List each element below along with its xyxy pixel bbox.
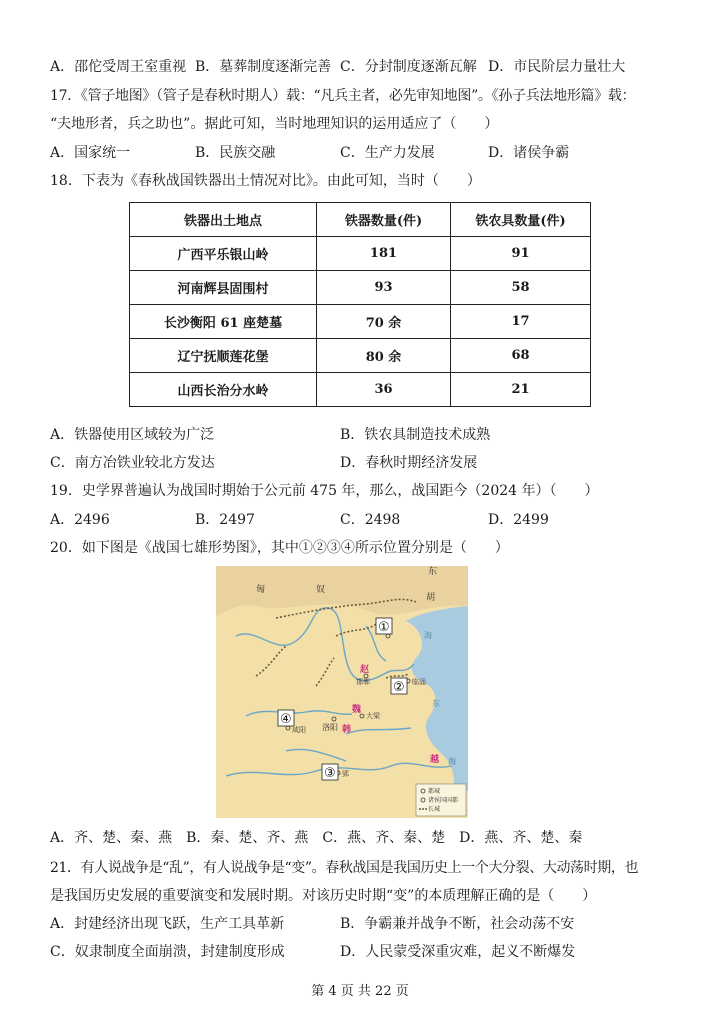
- table-cell: 93: [317, 271, 451, 305]
- q18-options-row2: [50, 453, 670, 473]
- iron-finds-table: [129, 202, 591, 407]
- table-row: [130, 271, 591, 305]
- q18-option-b: B．铁农具制造技术成熟: [340, 427, 491, 443]
- table-cell: 辽宁抚顺莲花堡: [130, 339, 317, 373]
- table-cell: 58: [451, 271, 591, 305]
- table-cell: 36: [317, 373, 451, 407]
- q21-options-row2: [50, 942, 670, 962]
- table-cell: 91: [451, 237, 591, 271]
- q16-options: [50, 57, 670, 77]
- q17-option-d: D．诸侯争霸: [488, 145, 570, 161]
- legend-state-capital: 诸侯国国都: [428, 797, 459, 804]
- q20-options: A．齐、楚、秦、燕 B．秦、楚、齐、燕 C．燕、齐、秦、楚 D．燕、齐、楚、秦: [50, 830, 583, 846]
- legend-wall: 长城: [428, 806, 441, 813]
- label-han: 韩: [342, 725, 352, 735]
- q20-stem: 20．如下图是《战国七雄形势图》，其中①②③④所示位置分别是（ ）: [50, 540, 509, 556]
- marker-4: ④: [280, 712, 292, 727]
- table-cell: 长沙衡阳 61 座楚墓: [130, 305, 317, 339]
- q18-option-d: D．春秋时期经济发展: [340, 455, 478, 471]
- q21-option-a: A．封建经济出现飞跃，生产工具革新: [50, 916, 285, 932]
- label-donghu-1: 东: [428, 567, 438, 577]
- table-cell: 80 余: [317, 339, 451, 373]
- table-cell: 17: [451, 305, 591, 339]
- label-sea-1: 海: [424, 631, 432, 640]
- q18-stem: 18．下表为《春秋战国铁器出土情况对比》。由此可知，当时（ ）: [50, 173, 481, 189]
- label-zhao: 赵: [360, 665, 370, 675]
- q19-stem: 19．史学界普遍认为战国时期始于公元前 475 年，那么，战国距今（2024 年）（ ）: [50, 483, 599, 499]
- label-wei: 魏: [352, 705, 362, 715]
- table-row: [130, 305, 591, 339]
- table-header-cell: 铁农具数量(件): [451, 203, 591, 237]
- q19-options: [50, 510, 670, 530]
- label-linzi: 临淄: [412, 678, 426, 686]
- q19-option-c: C．2498: [340, 512, 401, 528]
- table-row: [130, 237, 591, 271]
- q21-option-b: B．争霸兼并战争不断，社会动荡不安: [340, 916, 575, 932]
- table-cell: 河南辉县固围村: [130, 271, 317, 305]
- q18-option-a: A．铁器使用区域较为广泛: [50, 427, 215, 443]
- label-ying: 郢: [342, 770, 349, 778]
- q17-stem-line2: “夫地形者，兵之助也”。据此可知，当时地理知识的运用适应了（ ）: [50, 116, 499, 132]
- q19-option-a: A．2496: [50, 512, 110, 528]
- q17-options: [50, 143, 670, 163]
- table-cell: 广西平乐银山岭: [130, 237, 317, 271]
- table-header-cell: 铁器数量(件): [317, 203, 451, 237]
- label-donghu-2: 胡: [426, 593, 436, 603]
- q16-option-c: C．分封制度逐渐瓦解: [340, 59, 477, 75]
- label-xiongnu-1: 匈: [256, 585, 266, 595]
- table-cell: 70 余: [317, 305, 451, 339]
- label-yue: 越: [430, 755, 440, 765]
- label-xiongnu-2: 奴: [316, 585, 326, 595]
- label-sea-2: 海: [448, 757, 456, 766]
- q18-options-row1: [50, 425, 670, 445]
- table-cell: 181: [317, 237, 451, 271]
- q17-option-b: B．民族交融: [195, 145, 276, 161]
- table-cell: 山西长治分水岭: [130, 373, 317, 407]
- q17-stem-line1: 17．《管子地图》（管子是春秋时期人）载：“凡兵主者，必先审知地图”。《孙子兵法地形篇》载：: [50, 88, 636, 104]
- q16-option-a: A．邵佗受周王室重视: [50, 59, 187, 75]
- page-footer: 第 4 页 共 22 页: [311, 984, 409, 999]
- q18-option-c: C．南方冶铁业较北方发达: [50, 455, 215, 471]
- q21-stem-line1: 21．有人说战争是“乱”，有人说战争是“变”。春秋战国是我国历史上一个大分裂、大动荡时期，也: [50, 860, 639, 876]
- label-handan: 邯郸: [356, 678, 370, 686]
- q17-option-a: A．国家统一: [50, 145, 131, 161]
- q16-option-d: D．市民阶层力量壮大: [488, 59, 626, 75]
- q19-option-b: B．2497: [195, 512, 255, 528]
- marker-3: ③: [324, 766, 336, 781]
- warring-states-map: [216, 566, 468, 818]
- table-row: [130, 339, 591, 373]
- table-cell: 68: [451, 339, 591, 373]
- label-dong: 东: [432, 699, 440, 708]
- q21-option-c: C．奴隶制度全面崩溃，封建制度形成: [50, 944, 285, 960]
- q21-options-row1: [50, 914, 670, 934]
- table-row: [130, 373, 591, 407]
- label-daliang: 大梁: [366, 712, 380, 720]
- legend-capital: 都城: [428, 788, 441, 795]
- q19-option-d: D．2499: [488, 512, 549, 528]
- table-header-row: [130, 203, 591, 237]
- q21-option-d: D．人民蒙受深重灾难，起义不断爆发: [340, 944, 576, 960]
- table-cell: 21: [451, 373, 591, 407]
- table-header-cell: 铁器出土地点: [130, 203, 317, 237]
- marker-1: ①: [378, 620, 390, 635]
- q16-option-b: B．墓葬制度逐渐完善: [195, 59, 332, 75]
- label-xianyang: 咸阳: [292, 726, 306, 734]
- label-luoyang: 洛阳: [322, 723, 338, 732]
- marker-2: ②: [393, 680, 405, 695]
- map-legend: [416, 784, 466, 816]
- q17-option-c: C．生产力发展: [340, 145, 435, 161]
- q21-stem-line2: 是我国历史发展的重要演变和发展时期。对该历史时期“变”的本质理解正确的是（ ）: [50, 888, 597, 904]
